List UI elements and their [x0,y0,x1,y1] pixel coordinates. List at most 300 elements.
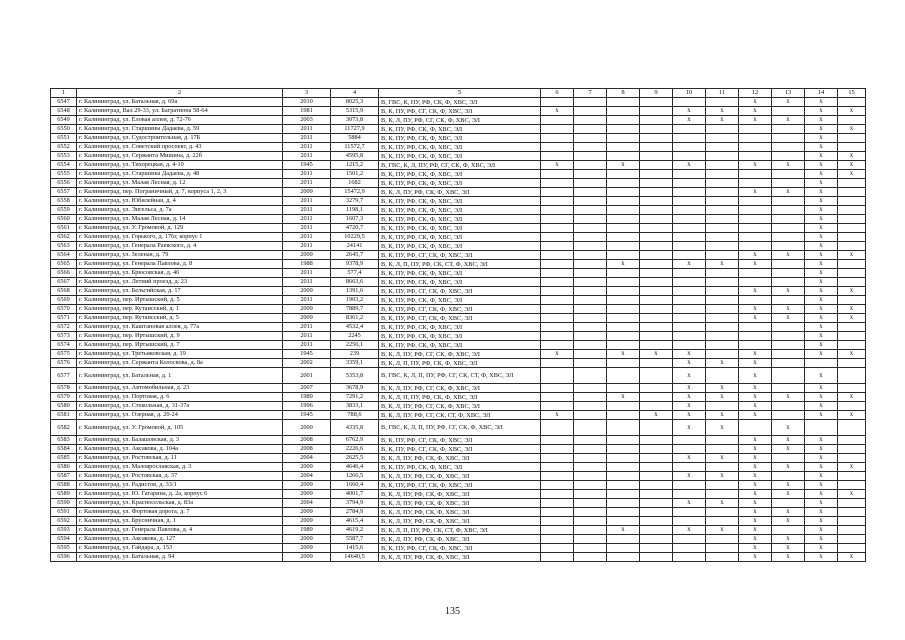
mark-cell [640,215,673,224]
year-cell: 2011 [283,215,331,224]
mark-cell [574,152,607,161]
mark-cell [541,278,574,287]
mark-cell [706,296,739,305]
works-cell: В, К, ПУ, РФ, СГ, СК, Ф, ХВС, ЭЛ [379,481,541,490]
table-row [51,411,866,420]
mark-cell [541,526,574,535]
mark-cell: x [838,393,866,402]
mark-cell: x [805,125,838,134]
row-number-cell: 6569 [51,296,77,305]
mark-cell [706,161,739,170]
address-cell: г. Калининград, Вал 29-33, ул. Багратиона 58-64 [77,107,283,116]
mark-cell [640,420,673,436]
address-cell: г. Калининград, ул. Брусничная, д. 1 [77,517,283,526]
mark-cell: x [772,188,805,197]
table-row [51,179,866,188]
mark-cell: x [805,224,838,233]
mark-cell: x [805,341,838,350]
works-cell: В, К, Л, ПУ, РФ, СГ, СК, СТ, Ф, ХВС, ЭЛ [379,411,541,420]
table-row [51,402,866,411]
mark-cell [772,499,805,508]
mark-cell: x [706,420,739,436]
mark-cell [607,544,640,553]
table-row [51,116,866,125]
row-number-cell: 6551 [51,134,77,143]
area-cell: 1903,2 [331,296,379,305]
table-row [51,296,866,305]
mark-cell: x [607,350,640,359]
mark-cell [838,544,866,553]
address-cell: г. Калининград, ул. Энгельса, д. 7а [77,206,283,215]
mark-cell [541,535,574,544]
table-row [51,553,866,562]
mark-cell [772,152,805,161]
mark-cell [574,384,607,393]
table-row [51,170,866,179]
area-cell: 10229,5 [331,233,379,242]
row-number-cell: 6570 [51,305,77,314]
mark-cell [574,170,607,179]
mark-cell: x [805,98,838,107]
mark-cell [574,215,607,224]
mark-cell: x [805,350,838,359]
mark-cell [706,445,739,454]
table-row [51,269,866,278]
mark-cell: x [706,526,739,535]
mark-cell: x [805,481,838,490]
mark-cell [838,454,866,463]
mark-cell [574,544,607,553]
mark-cell: x [607,260,640,269]
mark-cell [772,197,805,206]
year-cell: 2011 [283,179,331,188]
area-cell: 1198,1 [331,206,379,215]
mark-cell: x [739,454,772,463]
area-cell: 788,6 [331,411,379,420]
mark-cell [640,260,673,269]
works-cell: В, К, ПУ, РФ, СК, Ф, ХВС, ЭЛ [379,206,541,215]
mark-cell [541,368,574,384]
mark-cell: x [805,472,838,481]
mark-cell [772,368,805,384]
year-cell: 1981 [283,107,331,116]
works-cell: В, К, ПУ, РФ, СГ, СК, Ф, ХВС, ЭЛ [379,445,541,454]
address-cell: г. Калининград, ул. Ростовская, д. 11 [77,454,283,463]
mark-cell [772,134,805,143]
year-cell: 2000 [283,420,331,436]
mark-cell [574,481,607,490]
mark-cell: x [805,179,838,188]
mark-cell [838,233,866,242]
works-cell: В, К, ПУ, РФ, СК, Ф, ХВС, ЭЛ [379,197,541,206]
mark-cell: x [805,269,838,278]
mark-cell: x [805,152,838,161]
table-row [51,107,866,116]
mark-cell: x [739,305,772,314]
mark-cell: x [805,499,838,508]
address-cell: г. Калининград, ул. Малая Лесная, д. 14 [77,215,283,224]
mark-cell [673,242,706,251]
works-cell: В, К, ПУ, РФ, СК, Ф, ХВС, ЭЛ [379,134,541,143]
mark-cell [574,508,607,517]
mark-cell [838,517,866,526]
mark-cell [706,553,739,562]
address-cell: г. Калининград, ул. Старшины Дадаева, д. 48 [77,170,283,179]
mark-cell: x [772,98,805,107]
table-row [51,188,866,197]
year-cell: 2009 [283,305,331,314]
register-sheet [50,88,855,562]
mark-cell: x [805,188,838,197]
table-row [51,481,866,490]
mark-cell [541,499,574,508]
mark-cell [805,420,838,436]
mark-cell: x [739,161,772,170]
mark-cell [574,269,607,278]
mark-cell: x [772,287,805,296]
row-number-cell: 6594 [51,535,77,544]
mark-cell [541,215,574,224]
table-row [51,526,866,535]
mark-cell: x [739,445,772,454]
mark-cell [838,116,866,125]
mark-cell [706,323,739,332]
mark-cell [673,341,706,350]
mark-cell [673,98,706,107]
mark-cell [607,359,640,368]
mark-cell [541,314,574,323]
mark-cell: x [541,350,574,359]
year-cell: 1945 [283,161,331,170]
table-row [51,278,866,287]
table-row [51,305,866,314]
mark-cell [739,296,772,305]
address-cell: г. Калининград, ул. Третьяковская, д. 19 [77,350,283,359]
mark-cell [541,341,574,350]
mark-cell [574,332,607,341]
mark-cell: x [739,359,772,368]
year-cell: 2011 [283,143,331,152]
mark-cell: x [541,107,574,116]
row-number-cell: 6589 [51,490,77,499]
mark-cell [574,161,607,170]
works-cell: В, ГВС, К, Л, П, ПУ, РФ, СГ, СК, Ф, ХВС, ЭЛ [379,420,541,436]
mark-cell [574,107,607,116]
mark-cell [706,134,739,143]
row-number-cell: 6574 [51,341,77,350]
address-cell: г. Калининград, ул. Радистов, д. 33/1 [77,481,283,490]
mark-cell [673,197,706,206]
mark-cell [838,206,866,215]
mark-cell [706,436,739,445]
works-cell: В, К, ПУ, РФ, СК, Ф, ХВС, ЭЛ [379,125,541,134]
area-cell: 3794,9 [331,499,379,508]
mark-cell: x [805,384,838,393]
mark-cell [673,314,706,323]
mark-cell [673,305,706,314]
mark-cell [739,152,772,161]
area-cell: 3833,1 [331,402,379,411]
area-cell: 3279,7 [331,197,379,206]
mark-cell [706,188,739,197]
mark-cell: x [805,332,838,341]
mark-cell [607,323,640,332]
mark-cell [640,143,673,152]
works-cell: В, ГВС, К, Л, П, ПУ, РФ, СГ, СК, СТ, Ф, ХВС, ЭЛ [379,368,541,384]
mark-cell: x [805,490,838,499]
mark-cell [607,402,640,411]
mark-cell [673,508,706,517]
mark-cell [838,143,866,152]
mark-cell: x [805,436,838,445]
works-cell: В, ГВС, К, ПУ, РФ, СК, Ф, ХВС, ЭЛ [379,98,541,107]
mark-cell: x [838,490,866,499]
mark-cell [640,553,673,562]
mark-cell [607,206,640,215]
mark-cell [574,116,607,125]
mark-cell: x [640,411,673,420]
mark-cell [739,215,772,224]
row-number-cell: 6554 [51,161,77,170]
mark-cell [640,517,673,526]
mark-cell [607,98,640,107]
area-cell: 7291,2 [331,393,379,402]
mark-cell: x [772,481,805,490]
table-row [51,314,866,323]
works-cell: В, К, ПУ, РФ, СК, Ф, ХВС, ЭЛ [379,233,541,242]
mark-cell: x [805,553,838,562]
mark-cell [607,197,640,206]
mark-cell [640,251,673,260]
mark-cell [541,436,574,445]
mark-cell: x [805,278,838,287]
table-row [51,233,866,242]
mark-cell: x [838,251,866,260]
mark-cell [706,197,739,206]
row-number-cell: 6584 [51,445,77,454]
table-row [51,152,866,161]
works-cell: В, К, Л, ПУ, РФ, СК, Ф, ХВС, ЭЛ [379,553,541,562]
mark-cell [640,535,673,544]
mark-cell [673,323,706,332]
table-row [51,242,866,251]
mark-cell: x [772,553,805,562]
mark-cell: x [805,206,838,215]
mark-cell [673,233,706,242]
mark-cell [640,233,673,242]
mark-cell: x [772,116,805,125]
mark-cell [673,490,706,499]
mark-cell [772,472,805,481]
mark-cell [673,170,706,179]
mark-cell: x [739,350,772,359]
mark-cell [640,188,673,197]
mark-cell [772,242,805,251]
address-cell: г. Калининград, ул. Автомобильная, д. 23 [77,384,283,393]
table-row [51,125,866,134]
mark-cell [541,287,574,296]
mark-cell [772,224,805,233]
address-cell: г. Калининград, ул. Старшины Дадаева, д. 59 [77,125,283,134]
year-cell: 2011 [283,125,331,134]
table-row [51,463,866,472]
mark-cell: x [541,161,574,170]
mark-cell [607,143,640,152]
mark-cell [541,197,574,206]
area-cell: 4619,2 [331,526,379,535]
mark-cell [574,535,607,544]
works-cell: В, К, Л, П, ПУ, РФ, СК, СТ, Ф, ХВС, ЭЛ [379,526,541,535]
mark-cell [574,188,607,197]
mark-cell: x [739,490,772,499]
mark-cell [673,224,706,233]
mark-cell [541,134,574,143]
mark-cell [838,508,866,517]
works-cell: В, К, ПУ, РФ, СК, Ф, ХВС, ЭЛ [379,323,541,332]
mark-cell [772,323,805,332]
mark-cell: x [739,251,772,260]
mark-cell [838,197,866,206]
table-row [51,260,866,269]
address-cell: г. Калининград, ул. Малая Лесная, д. 12 [77,179,283,188]
mark-cell [640,314,673,323]
mark-cell [706,269,739,278]
mark-cell [574,490,607,499]
row-number-cell: 6563 [51,242,77,251]
address-cell: г. Калининград, ул. Брюсовская, д. 46 [77,269,283,278]
address-cell: г. Калининград, ул. Фортовая дорога, д. 7 [77,508,283,517]
works-cell: В, К, ПУ, РФ, СГ, СК, Ф, ХВС, ЭЛ [379,107,541,116]
mark-cell [607,411,640,420]
area-cell: 5884 [331,134,379,143]
works-cell: В, К, ПУ, РФ, СГ, СК, Ф, ХВС, ЭЛ [379,436,541,445]
mark-cell [838,332,866,341]
mark-cell [673,278,706,287]
mark-cell: x [772,508,805,517]
year-cell: 2011 [283,134,331,143]
mark-cell: x [838,170,866,179]
row-number-cell: 6592 [51,517,77,526]
row-number-cell: 6565 [51,260,77,269]
row-number-cell: 6585 [51,454,77,463]
column-number-cell: 3 [283,89,331,98]
mark-cell [838,215,866,224]
mark-cell: x [706,359,739,368]
address-cell: г. Калининград, пер. Кутаисский, д. 1 [77,305,283,314]
mark-cell [640,490,673,499]
page-number: 135 [445,606,460,617]
works-cell: В, К, Л, ПУ, РФ, СГ, СК, Ф, ХВС, ЭЛ [379,116,541,125]
mark-cell [541,260,574,269]
table-row [51,368,866,384]
mark-cell: x [772,420,805,436]
address-cell: г. Калининград, ул. Красносельская, д. 83а [77,499,283,508]
works-cell: В, К, Л, ПУ, РФ, СК, Ф, ХВС, ЭЛ [379,508,541,517]
row-number-cell: 6550 [51,125,77,134]
mark-cell [541,384,574,393]
mark-cell [706,98,739,107]
works-cell: В, К, ПУ, РФ, СК, Ф, ХВС, ЭЛ [379,341,541,350]
mark-cell [673,535,706,544]
mark-cell [673,152,706,161]
column-number-cell: 7 [574,89,607,98]
mark-cell: x [706,472,739,481]
mark-cell [640,152,673,161]
mark-cell [541,323,574,332]
mark-cell: x [706,411,739,420]
year-cell: 2011 [283,242,331,251]
row-number-cell: 6593 [51,526,77,535]
mark-cell [607,287,640,296]
area-cell: 1682 [331,179,379,188]
mark-cell [607,368,640,384]
mark-cell [640,197,673,206]
mark-cell: x [673,368,706,384]
mark-cell: x [673,472,706,481]
mark-cell: x [673,526,706,535]
address-cell: г. Калининград, ул. Стекольная, д. 31-37а [77,402,283,411]
table-row [51,384,866,393]
mark-cell: x [739,463,772,472]
mark-cell [607,125,640,134]
mark-cell: x [805,305,838,314]
mark-cell [574,463,607,472]
mark-cell [541,98,574,107]
year-cell: 1989 [283,393,331,402]
row-number-cell: 6557 [51,188,77,197]
mark-cell: x [805,161,838,170]
mark-cell: x [739,526,772,535]
area-cell: 2226,6 [331,445,379,454]
mark-cell [607,535,640,544]
address-cell: г. Калининград, пер. Кутаисский, д. 5 [77,314,283,323]
works-cell: В, К, Л, ПУ, РФ, СК, Ф, ХВС, ЭЛ [379,535,541,544]
mark-cell: x [739,553,772,562]
mark-cell: x [805,411,838,420]
mark-cell [640,179,673,188]
address-cell: г. Калининград, ул. Малоярославская, д. 3 [77,463,283,472]
address-cell: г. Калининград, ул. Зеленая, д. 79 [77,251,283,260]
area-cell: 11727,9 [331,125,379,134]
mark-cell [706,305,739,314]
mark-cell [640,269,673,278]
mark-cell: x [739,116,772,125]
works-cell: В, К, Л, П, ПУ, РФ, СК, Ф, ХВС, ЭЛ [379,393,541,402]
mark-cell [607,233,640,242]
mark-cell [838,341,866,350]
table-row [51,341,866,350]
mark-cell: x [772,251,805,260]
row-number-cell: 6558 [51,197,77,206]
area-cell: 2625,5 [331,454,379,463]
mark-cell [607,242,640,251]
mark-cell [838,402,866,411]
address-cell: г. Калининград, ул. Ю. Гагарина, д. 2а, корпус 6 [77,490,283,499]
mark-cell: x [838,553,866,562]
mark-cell: x [838,287,866,296]
mark-cell [838,242,866,251]
mark-cell: x [805,215,838,224]
mark-cell [574,242,607,251]
mark-cell [607,269,640,278]
mark-cell [640,305,673,314]
year-cell: 2010 [283,98,331,107]
mark-cell [607,251,640,260]
row-number-cell: 6556 [51,179,77,188]
table-row [51,206,866,215]
mark-cell: x [739,314,772,323]
area-cell: 7889,7 [331,305,379,314]
